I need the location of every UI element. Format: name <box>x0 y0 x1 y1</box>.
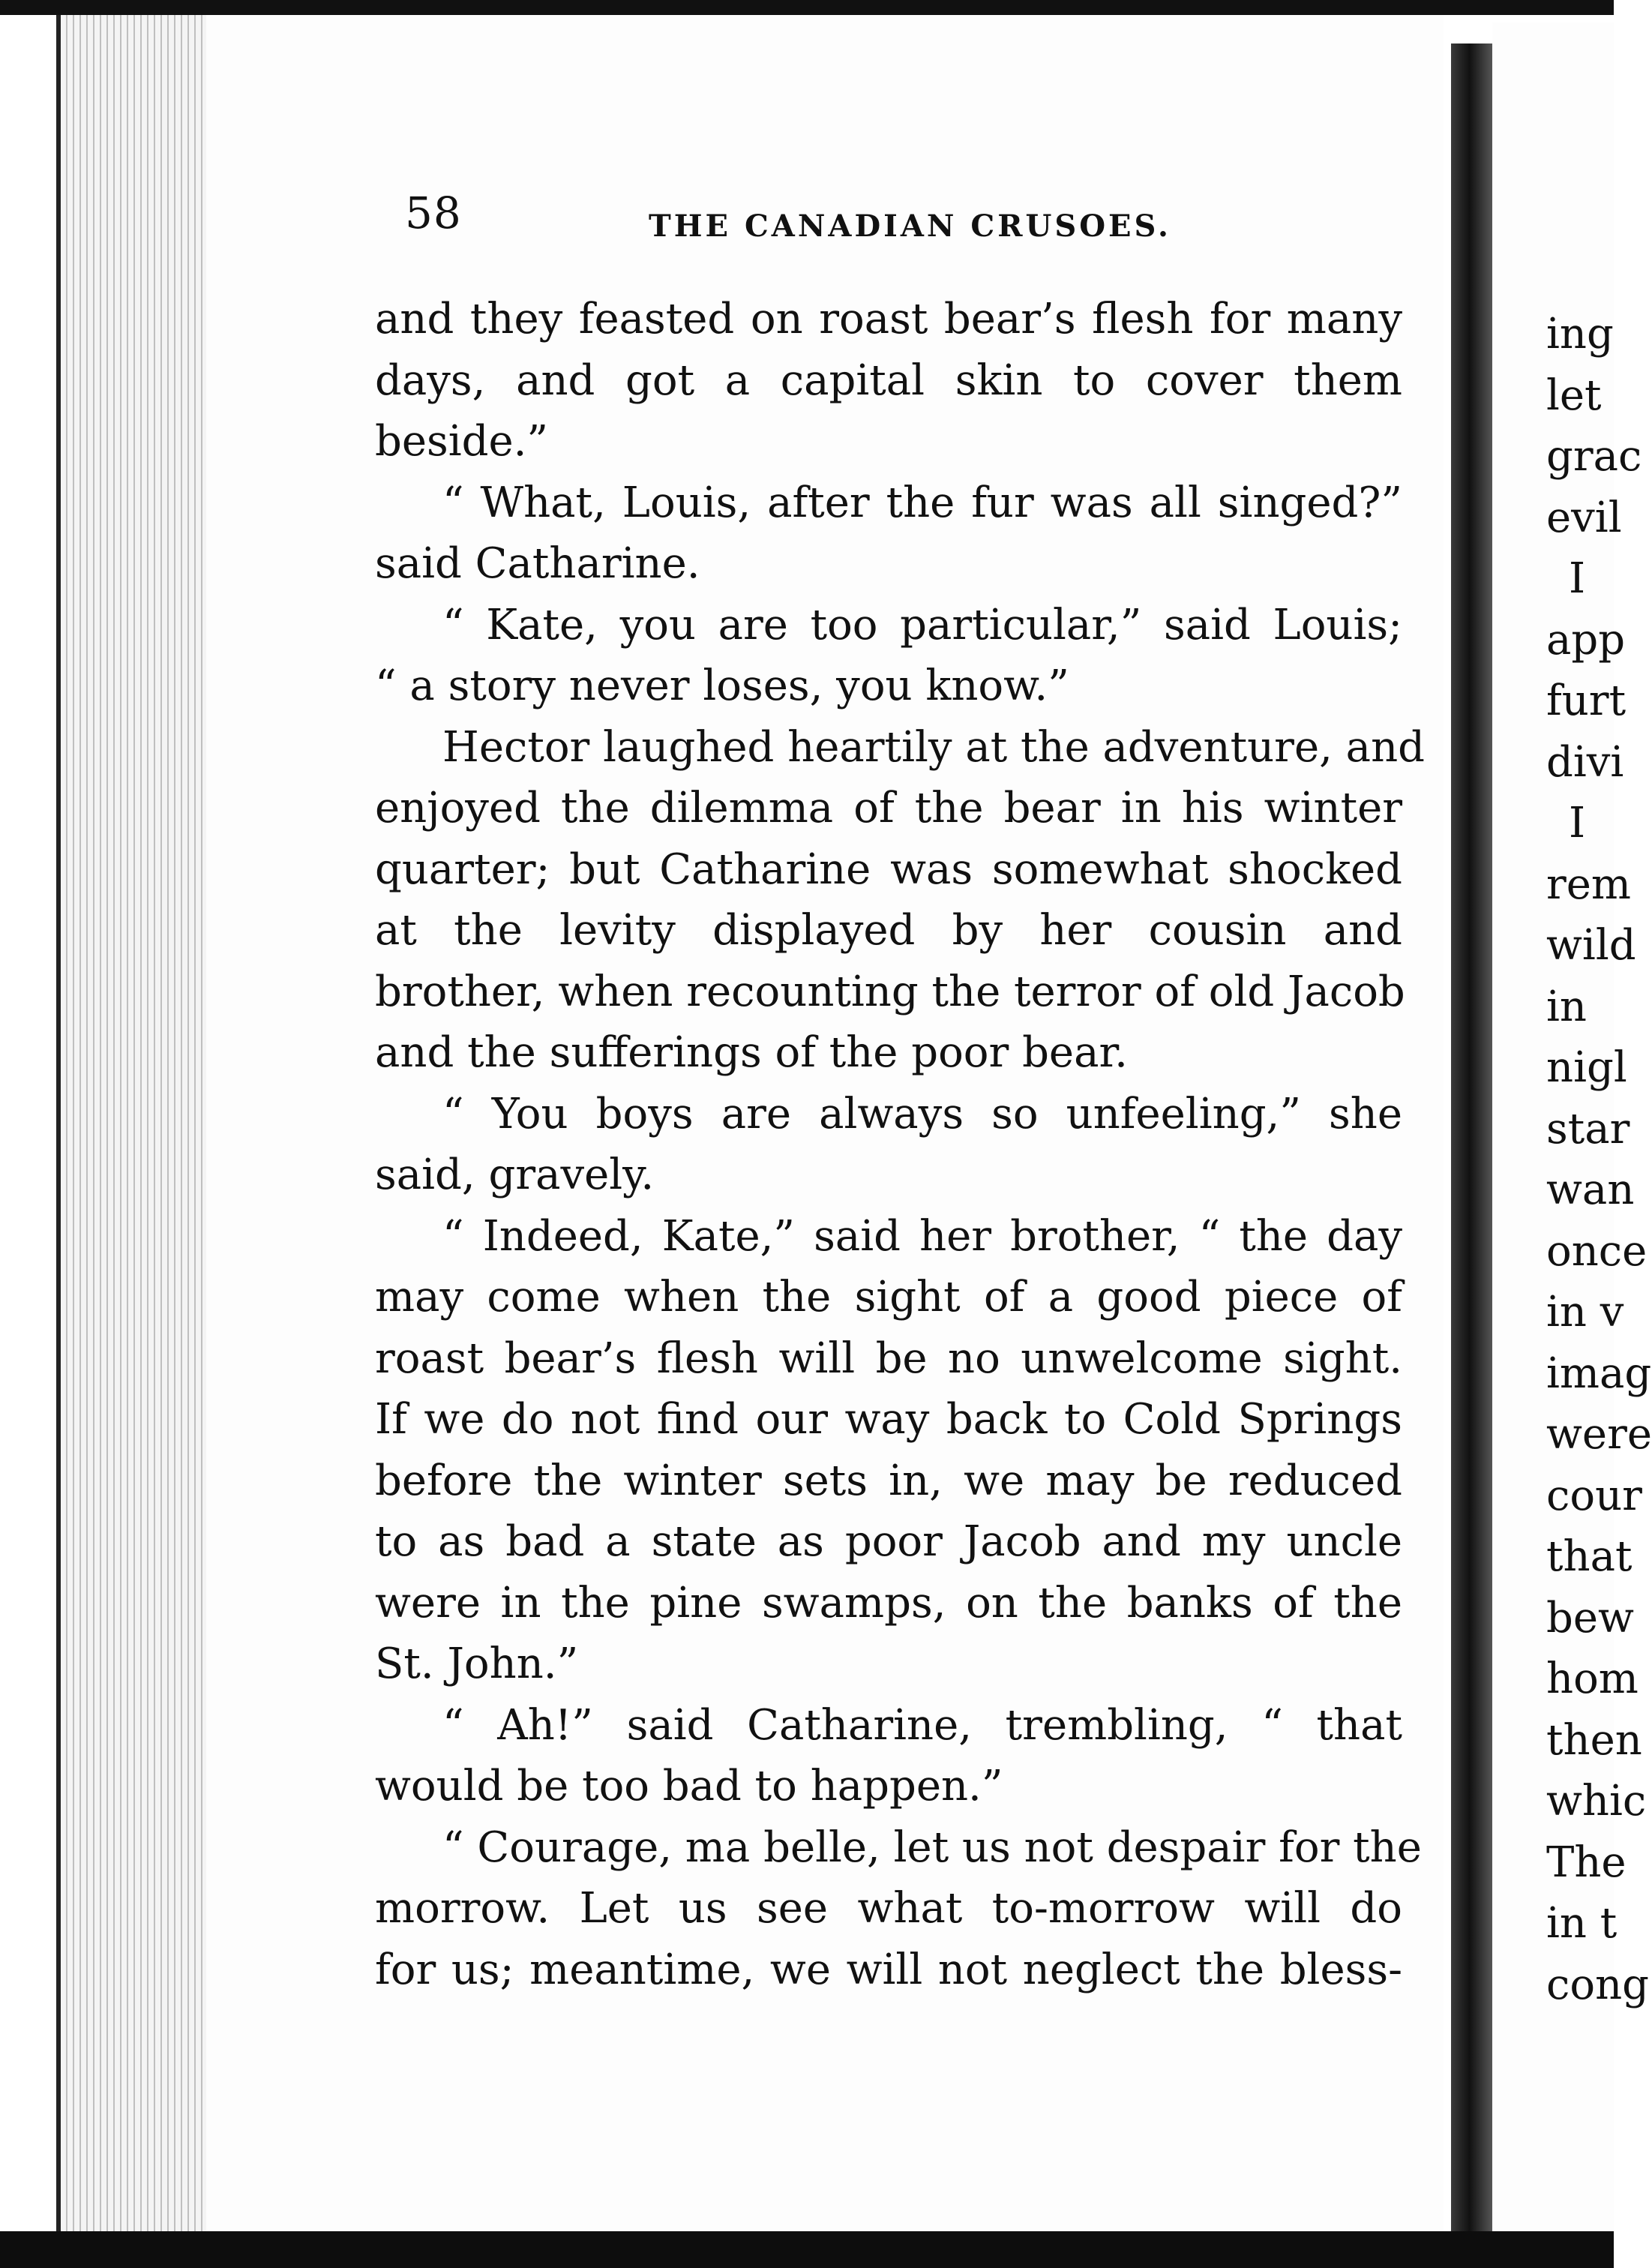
text-line: roast bear’s flesh will be no unwelcome sight. <box>375 1334 1402 1383</box>
text-line: at the levity displayed by her cousin and <box>375 906 1402 955</box>
facing-page-text <box>1546 304 1652 2015</box>
facing-line: were <box>1546 1410 1652 1459</box>
facing-line: whic <box>1546 1777 1647 1826</box>
facing-line: once <box>1546 1226 1648 1276</box>
facing-line: in v <box>1546 1288 1624 1336</box>
text-line: “ Kate, you are too particular,” said Louis; <box>442 600 1402 650</box>
facing-line: nigl <box>1546 1043 1627 1092</box>
text-line: Hector laughed heartily at the adventure, and <box>442 722 1425 772</box>
text-line: beside.” <box>375 417 549 466</box>
scan-top-border <box>0 0 1614 15</box>
text-line: enjoyed the dilemma of the bear in his winter <box>375 784 1402 832</box>
facing-line: in t <box>1546 1899 1618 1948</box>
text-line: St. John.” <box>375 1640 579 1688</box>
page-number: 58 <box>405 188 462 238</box>
running-head: THE CANADIAN CRUSOES. <box>649 208 1171 244</box>
facing-line: then <box>1546 1715 1642 1765</box>
facing-line: wan <box>1546 1166 1635 1214</box>
text-line: and the sufferings of the poor bear. <box>375 1028 1128 1077</box>
text-line: quarter; but Catharine was somewhat shocked <box>375 844 1402 894</box>
text-line: “ Ah!” said Catharine, trembling, “ that <box>442 1700 1402 1750</box>
text-line: said, gravely. <box>375 1150 655 1199</box>
facing-line: I <box>1569 799 1586 848</box>
facing-line: app <box>1546 615 1626 664</box>
text-line: and they feasted on roast bear’s flesh for many <box>375 295 1402 344</box>
facing-line: hom <box>1546 1654 1639 1703</box>
text-line: “ What, Louis, after the fur was all singed?” <box>442 478 1402 527</box>
text-line: for us; meantime, we will not neglect the bless- <box>375 1945 1402 1994</box>
facing-line: ing <box>1546 310 1614 358</box>
body-text <box>375 289 1425 2000</box>
facing-line: I <box>1569 554 1586 603</box>
facing-line: divi <box>1546 737 1624 787</box>
facing-line: cour <box>1546 1471 1642 1520</box>
text-line: days, and got a capital skin to cover them <box>375 356 1402 405</box>
text-line: would be too bad to happen.” <box>375 1762 1003 1810</box>
facing-line: cong <box>1546 1960 1649 2009</box>
facing-line: The <box>1546 1838 1627 1887</box>
facing-line: let <box>1546 370 1602 420</box>
text-line: If we do not find our way back to Cold Springs <box>375 1395 1402 1444</box>
text-line: “ You boys are always so unfeeling,” she <box>442 1089 1402 1138</box>
text-line: “ Courage, ma belle, let us not despair for the <box>442 1822 1422 1872</box>
text-line: before the winter sets in, we may be reduced <box>375 1456 1402 1505</box>
facing-line: evil <box>1546 493 1622 542</box>
text-line: were in the pine swamps, on the banks of the <box>375 1578 1402 1628</box>
page-edges <box>56 15 211 2231</box>
text-line: brother, when recounting the terror of old Jacob <box>375 967 1405 1016</box>
text-line: to as bad a state as poor Jacob and my uncle <box>375 1517 1402 1566</box>
facing-line: wild <box>1546 921 1636 970</box>
text-line: “ a story never loses, you know.” <box>375 662 1069 710</box>
text-line: morrow. Let us see what to-morrow will do <box>375 1884 1402 1933</box>
facing-line: imag <box>1546 1348 1652 1398</box>
facing-line: that <box>1546 1532 1633 1581</box>
facing-line: rem <box>1546 860 1632 909</box>
facing-line: in <box>1546 982 1587 1031</box>
book-gutter <box>1451 44 1492 2241</box>
facing-line: star <box>1546 1104 1630 1154</box>
facing-line: furt <box>1546 676 1627 725</box>
text-line: may come when the sight of a good piece of <box>375 1273 1402 1322</box>
facing-line: bew <box>1546 1593 1634 1642</box>
text-line: “ Indeed, Kate,” said her brother, “ the day <box>442 1211 1402 1261</box>
scan-bottom-border <box>0 2231 1614 2268</box>
text-line: said Catharine. <box>375 539 700 588</box>
facing-line: grac <box>1546 432 1642 481</box>
